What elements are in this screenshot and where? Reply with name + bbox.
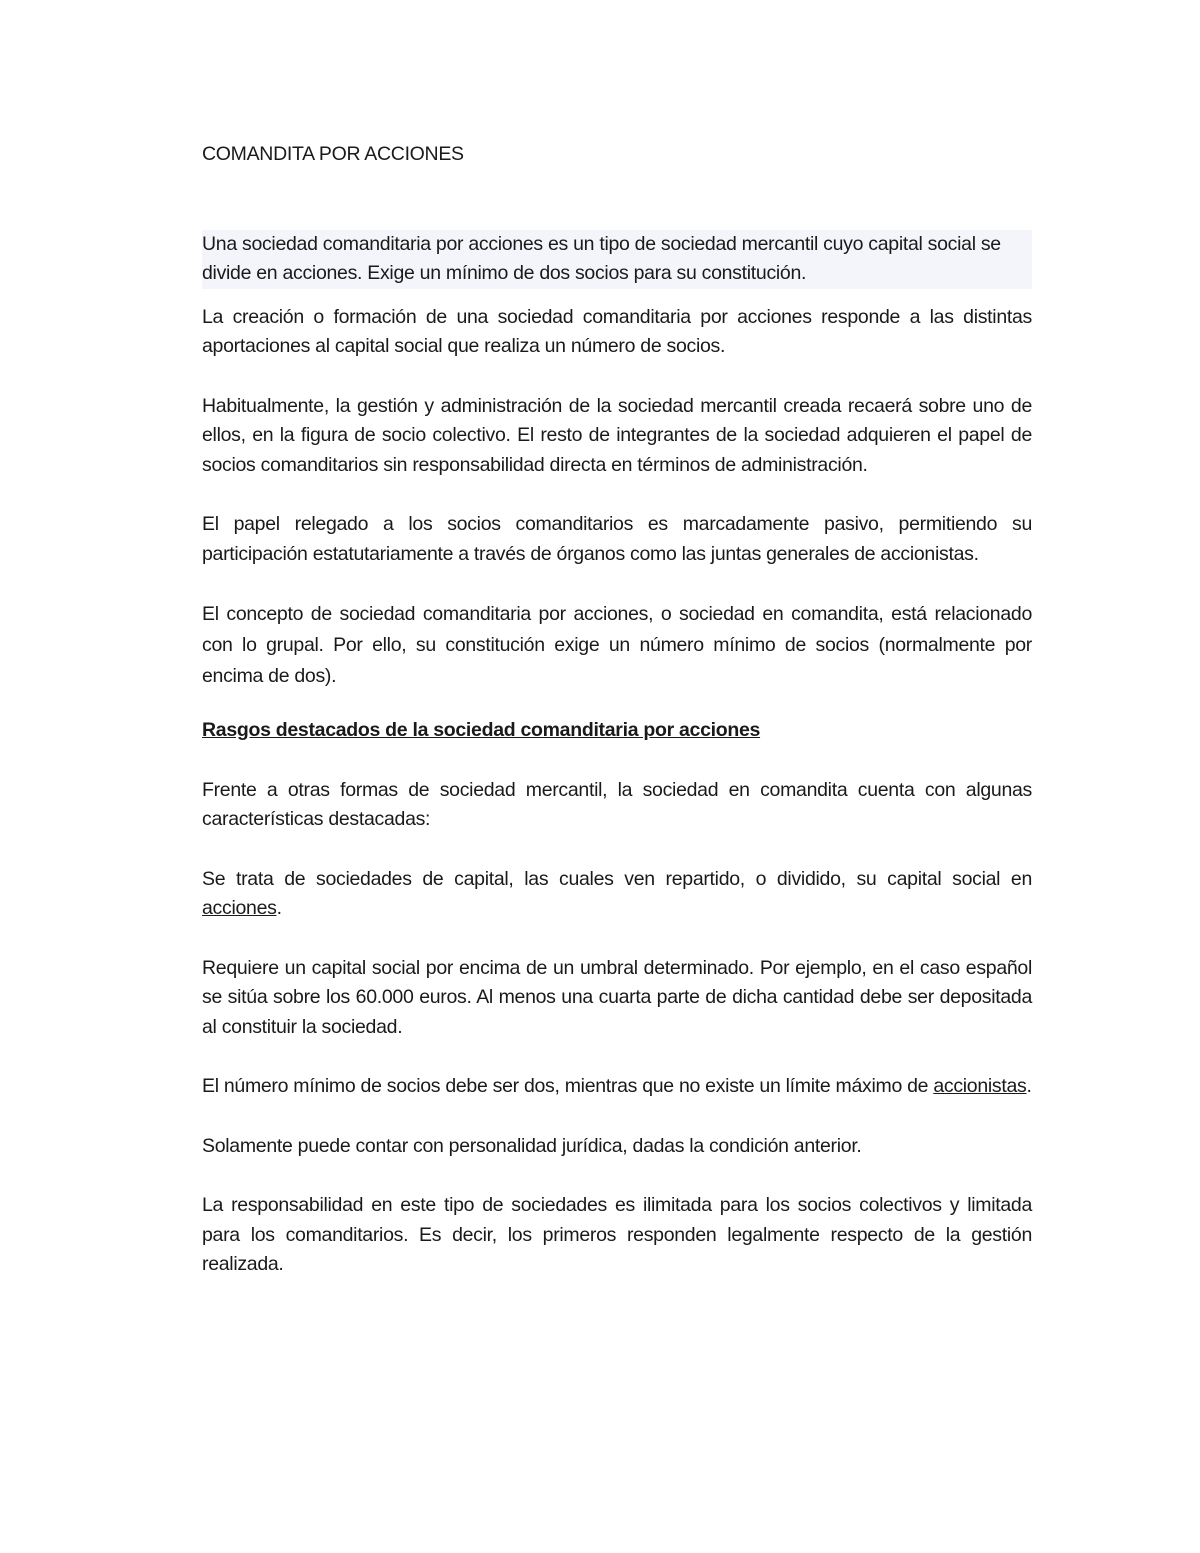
- paragraph-requiere: Requiere un capital social por encima de un umbral determinado. Por ejemplo, en el caso español se sitúa sobre los 60.000 euros. Al menos una cuarta parte de dicha cantidad debe ser depositada al constituir la sociedad.: [202, 956, 1032, 1038]
- paragraph-intro: Una sociedad comanditaria por acciones es un tipo de sociedad mercantil cuyo capital social se divide en acciones. Exige un mínimo de dos socios para su constitución.: [202, 230, 1032, 289]
- paragraph-capital: [202, 865, 1032, 924]
- paragraph-responsabilidad: La responsabilidad en este tipo de sociedades es ilimitada para los socios colectivos y limitada para los comanditarios. Es decir, los primeros responden legalmente respecto de la gestión realizada.: [202, 1194, 1032, 1275]
- paragraph-solamente: Solamente puede contar con personalidad jurídica, dadas la condición anterior.: [202, 1134, 862, 1157]
- capital-suffix: .: [276, 897, 282, 919]
- paragraph-numero: [202, 1072, 1032, 1102]
- paragraph-frente: Frente a otras formas de sociedad mercantil, la sociedad en comandita cuenta con algunas características destacadas:: [202, 778, 1032, 830]
- paragraph-habitualmente: Habitualmente, la gestión y administración de la sociedad mercantil creada recaerá sobre uno de ellos, en la figura de socio colectivo. El resto de integrantes de la sociedad adquieren el papel de socios comanditarios sin responsabilidad directa en términos de administración.: [202, 394, 1032, 476]
- paragraph-papel: El papel relegado a los socios comanditarios es marcadamente pasivo, permitiendo su participación estatutariamente a través de órganos como las juntas generales de accionistas.: [202, 513, 1032, 565]
- document-body: [202, 140, 1032, 1280]
- numero-text: El número mínimo de socios debe ser dos, mientras que no existe un límite máximo de: [202, 1075, 934, 1097]
- accionistas-link[interactable]: accionistas: [933, 1075, 1027, 1097]
- document-title: COMANDITA POR ACCIONES: [202, 143, 464, 165]
- acciones-link[interactable]: acciones: [202, 897, 277, 919]
- paragraph-creacion: La creación o formación de una sociedad comanditaria por acciones responde a las distintas aportaciones al capital social que realiza un número de socios.: [202, 305, 1032, 357]
- numero-suffix: .: [1026, 1075, 1032, 1097]
- section-subheading: Rasgos destacados de la sociedad comanditaria por acciones: [202, 719, 761, 741]
- paragraph-concepto: El concepto de sociedad comanditaria por acciones, o sociedad en comandita, está relacionado con lo grupal. Por ello, su constitución exige un número mínimo de socios (normalmente por encima de dos).: [202, 603, 1032, 687]
- capital-text: Se trata de sociedades de capital, las cuales ven repartido, o dividido, su capital social en: [202, 867, 1032, 890]
